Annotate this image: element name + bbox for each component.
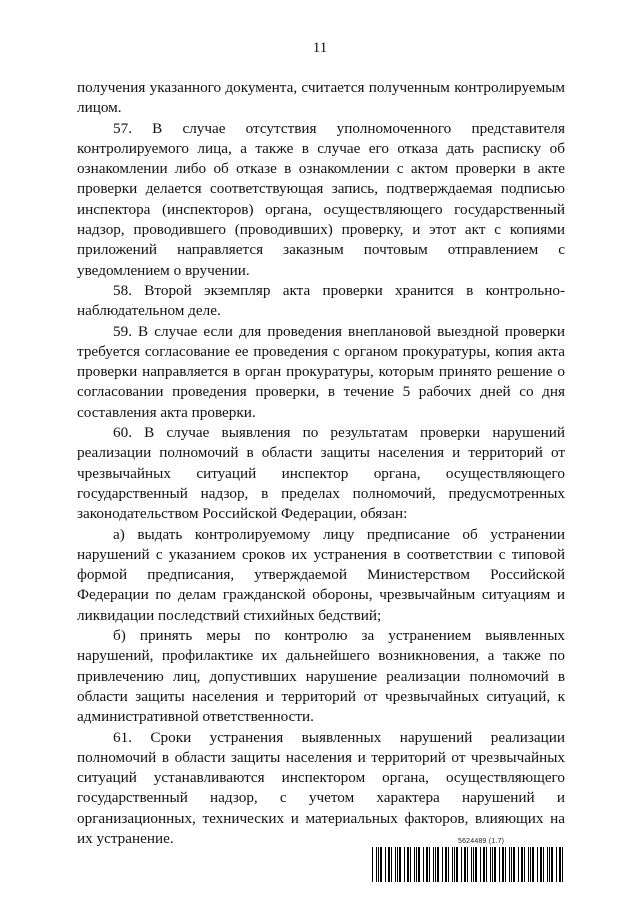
document-body [77, 78, 565, 849]
paragraph-60-b: б) принять меры по контролю за устранением выявленных нарушений, профилактике их дальнейшего возникновения, а также по привлечению лиц, допустивших нарушение реализации полномочий в области защиты населения и территорий от чрезвычайных ситуаций, к административной ответственности. [77, 627, 565, 726]
paragraph-60-a: а) выдать контролируемому лицу предписание об устранении нарушений с указанием сроков их устранения в соответствии с типовой формой предписания, утверждаемой Министерством Российской Федерации по делам гражданской обороны, чрезвычайным ситуациям и ликвидации последствий стихийных бедствий; [77, 525, 565, 624]
paragraph-60: 60. В случае выявления по результатам проверки нарушений реализации полномочий в области защиты населения и территорий от чрезвычайных ситуаций инспектор органа, осуществляющего государственный надзор, в пределах полномочий, предусмотренных законодательством Российской Федерации, обязан: [77, 424, 565, 523]
document-code: 5624489 (1.7) [458, 838, 505, 845]
paragraph-61: 61. Сроки устранения выявленных нарушений реализации полномочий в области защиты населения и территорий от чрезвычайных ситуаций устанавливаются инспектором органа, осуществляющего государственный надзор, с учетом характера нарушений и организационных, технических и материальных факторов, влияющих на их устранение. [77, 728, 565, 847]
paragraph-continuation: получения указанного документа, считается полученным контролируемым лицом. [77, 79, 565, 117]
page-number: 11 [312, 40, 328, 56]
paragraph-59: 59. В случае если для проведения внеплановой выездной проверки требуется согласование ее проведения с органом прокуратуры, копия акта проверки направляется в орган прокуратуры, которым принято решение о согласовании проведения проверки, в течение 5 рабочих дней со дня составления акта проверки. [77, 322, 565, 421]
paragraph-58: 58. Второй экземпляр акта проверки хранится в контрольно-наблюдательном деле. [77, 281, 565, 320]
barcode-image [372, 847, 566, 882]
paragraph-57: 57. В случае отсутствия уполномоченного представителя контролируемого лица, а также в случае его отказа дать расписку об ознакомлении либо об отказе в ознакомлении с актом проверки в акте проверки делается соответствующая запись, подтверждаемая подписью инспектора (инспекторов) органа, осуществляющего государственный надзор, проводившего (проводивших) проверку, и этот акт с копиями приложений направляется заказным почтовым отправлением с уведомлением о вручении. [77, 119, 565, 279]
